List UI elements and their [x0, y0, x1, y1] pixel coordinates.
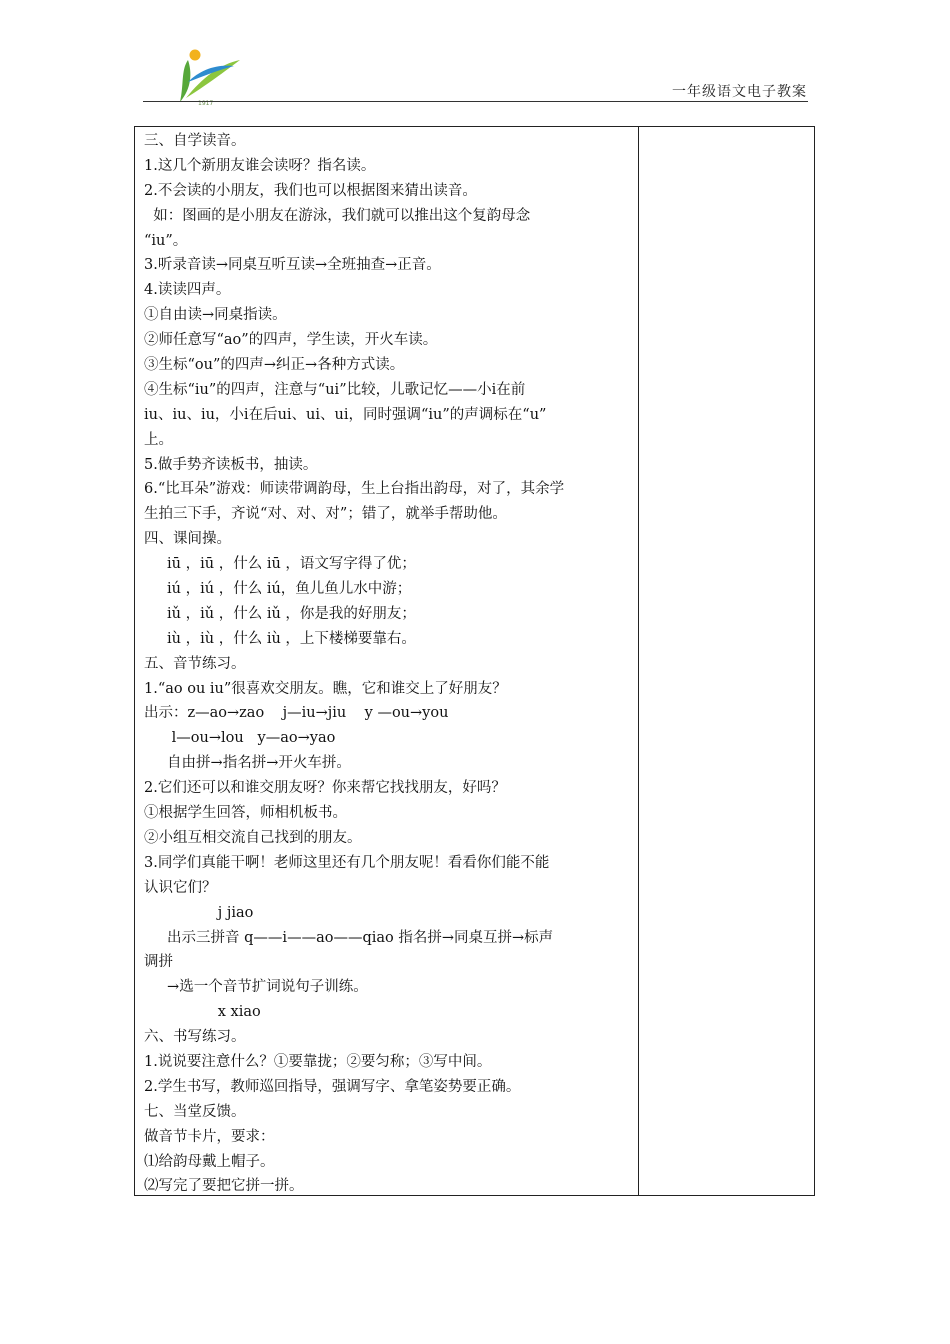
lesson-line: 1.这几个新朋友谁会读呀？指名读。 [144, 157, 376, 174]
lesson-line: 2.学生书写，教师巡回指导，强调写字、拿笔姿势要正确。 [144, 1078, 521, 1095]
lesson-line: 自由拼→指名拼→开火车拼。 [144, 755, 351, 772]
lesson-line: →选一个音节扩词说句子训练。 [144, 979, 368, 996]
lesson-line: iu、iu、iu，小i在后ui、ui、ui，同时强调“iu”的声调标在“u” [144, 406, 547, 423]
lesson-line: 七、当堂反馈。 [144, 1103, 246, 1120]
lesson-line: ②小组互相交流自己找到的朋友。 [144, 829, 362, 846]
lesson-line: 五、音节练习。 [144, 655, 246, 672]
lesson-line: ⑵写完了要把它拼一拼。 [144, 1178, 304, 1195]
lesson-line: l—ou→lou y—ao→yao [144, 730, 336, 747]
lesson-line: 6.“比耳朵”游戏：师读带调韵母，生上台指出韵母，对了，其余学 [144, 481, 565, 498]
lesson-line: 生拍三下手，齐说“对、对、对”；错了，就举手帮助他。 [144, 506, 507, 523]
lesson-line: 做音节卡片，要求： [144, 1128, 275, 1145]
lesson-line: iǔ ，iǔ ，什么 iǔ ，你是我的好朋友； [144, 605, 416, 622]
lesson-line: 出示三拼音 q——i——ao——qiao 指名拼→同桌互拼→标声 [144, 929, 554, 946]
lesson-line: 2.它们还可以和谁交朋友呀？你来帮它找找朋友，好吗？ [144, 780, 506, 797]
lesson-line: 1.说说要注意什么？①要靠拢；②要匀称；③写中间。 [144, 1053, 492, 1070]
logo-year: 1917 [198, 100, 214, 106]
lesson-line: iù ，iù ，什么 iù ，上下楼梯要靠右。 [144, 630, 416, 647]
lesson-line: ①自由读→同桌指读。 [144, 307, 287, 324]
lesson-line: 六、书写练习。 [144, 1029, 246, 1046]
lesson-line: “iu”。 [144, 232, 188, 249]
lesson-line: ①根据学生回答，师相机板书。 [144, 805, 347, 822]
lesson-line: 3.听录音读→同桌互听互读→全班抽查→正音。 [144, 257, 441, 274]
lesson-line: 4.读读四声。 [144, 282, 231, 299]
lesson-line: iū ，iū ，什么 iū ，语文写字得了优； [144, 556, 416, 573]
logo-sun [190, 50, 201, 61]
lesson-line: 上。 [144, 431, 173, 448]
lesson-line: x xiao [144, 1004, 261, 1021]
lesson-line: ④生标“iu”的四声，注意与“ui”比较，儿歌记忆——小i在前 [144, 381, 526, 398]
lesson-line: 5.做手势齐读板书，抽读。 [144, 456, 318, 473]
school-logo [172, 48, 244, 106]
lesson-line: 2.不会读的小朋友，我们也可以根据图来猜出读音。 [144, 182, 477, 199]
lesson-line: iú ，iú ，什么 iú，鱼儿鱼儿水中游； [144, 581, 412, 598]
lesson-line: 认识它们？ [144, 879, 217, 896]
lesson-line: 出示：z—ao→zao j—iu→jiu y —ou→you [144, 705, 449, 722]
lesson-line: ③生标“ou”的四声→纠正→各种方式读。 [144, 357, 405, 374]
header-rule [143, 101, 808, 102]
lesson-line: 3.同学们真能干啊！老师这里还有几个朋友呢！看看你们能不能 [144, 854, 550, 871]
lesson-content-cell [144, 129, 630, 1199]
lesson-line: 四、课间操。 [144, 531, 231, 548]
lesson-line: j jiao [144, 904, 254, 921]
lesson-line: ⑴给韵母戴上帽子。 [144, 1153, 275, 1170]
lesson-line: 三、自学读音。 [144, 133, 246, 149]
lesson-line: 调拼 [144, 954, 173, 971]
lesson-line: 如：图画的是小朋友在游泳，我们就可以推出这个复韵母念 [144, 207, 531, 224]
lesson-line: ②师任意写“ao”的四声，学生读，开火车读。 [144, 332, 438, 349]
lesson-line: 1.“ao ou iu”很喜欢交朋友。瞧，它和谁交上了好朋友？ [144, 680, 507, 697]
page-header-title: 一年级语文电子教案 [672, 84, 807, 100]
lesson-table-column-divider [638, 126, 639, 1196]
